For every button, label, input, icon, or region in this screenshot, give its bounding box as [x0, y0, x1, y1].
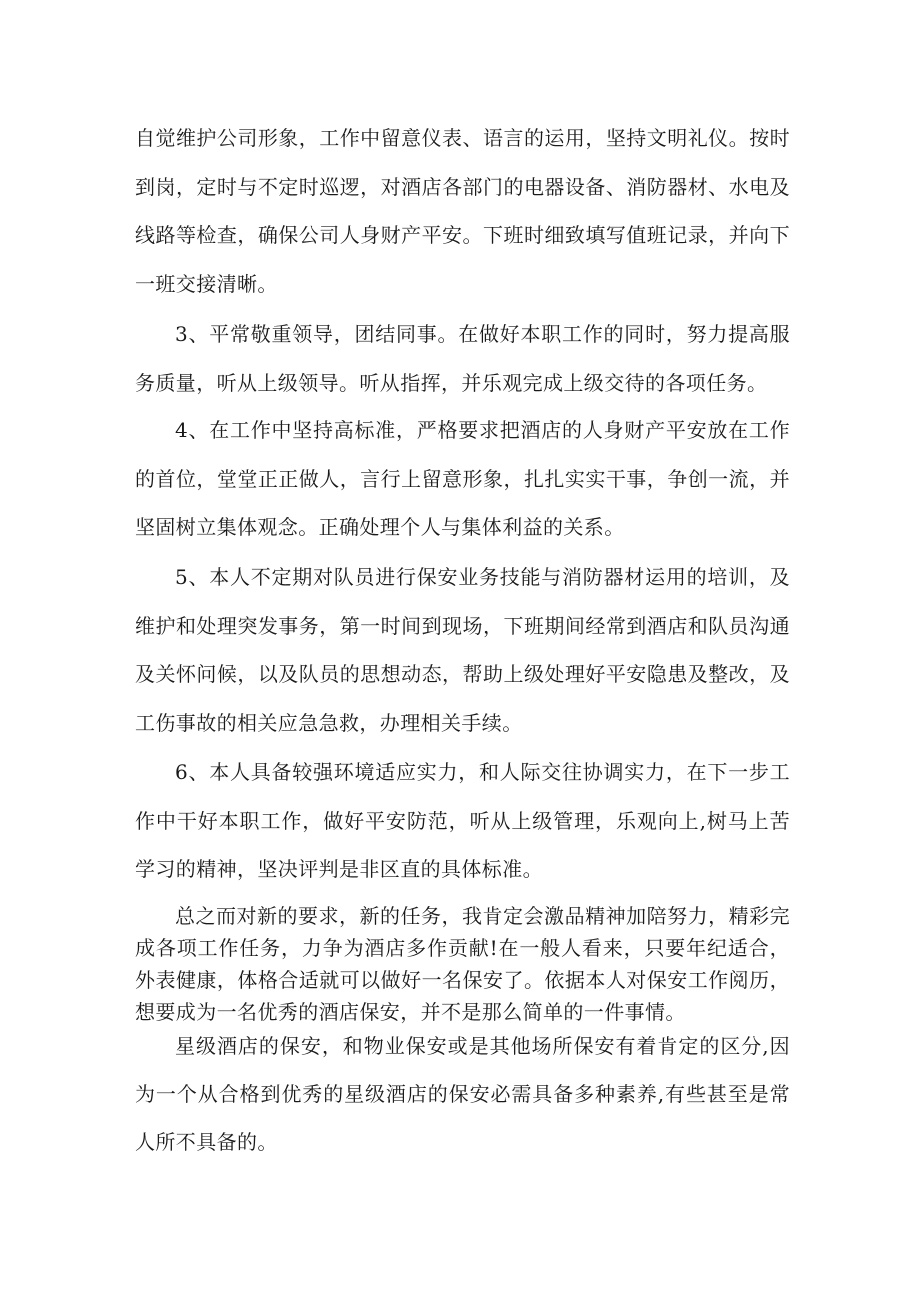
paragraph-item-6: 6、本人具备较强环境适应实力，和人际交往协调实力，在下一步工作中干好本职工作，做好平安防范，听从上级管理，乐观向上,树马上苦学习的精神，坚决评判是非区直的具体标准。: [135, 760, 790, 881]
paragraph-star-hotel-security: 星级酒店的保安，和物业保安或是其他场所保安有着肯定的区分,因为一个从合格到优秀的星级酒店的保安必需具备多种素养,有些甚至是常人所不具备的。: [135, 1034, 790, 1154]
paragraph-item-3: 3、平常敬重领导，团结同事。在做好本职工作的同时，努力提高服务质量，听从上级领导。听从指挥，并乐观完成上级交待的各项任务。: [135, 322, 790, 395]
paragraph-duty-continuation: 自觉维护公司形象，工作中留意仪表、语言的运用，坚持文明礼仪。按时到岗，定时与不定时巡逻，对酒店各部门的电器设备、消防器材、水电及线路等检查，确保公司人身财产平安。下班时细致填写值班记录，并向下一班交接清晰。: [135, 126, 790, 296]
paragraph-conclusion: 总之而对新的要求，新的任务，我肯定会激品精神加陪努力，精彩完成各项工作任务，力争为酒店多作贡献!在一般人看来，只要年纪适合，外表健康，体格合适就可以做好一名保安了。依据本人对保安工作阅历，想要成为一名优秀的酒店保安，并不是那么简单的一件事情。: [135, 904, 790, 1024]
paragraph-item-5: 5、本人不定期对队员进行保安业务技能与消防器材运用的培训，及维护和处理突发事务，第一时间到现场，下班期间经常到酒店和队员沟通及关怀问候，以及队员的思想动态，帮助上级处理好平安隐患及整改，及工伤事故的相关应急急救，办理相关手续。: [135, 565, 790, 735]
paragraph-item-4: 4、在工作中坚持高标准，严格要求把酒店的人身财产平安放在工作的首位，堂堂正正做人，言行上留意形象，扎扎实实干事，争创一流，并坚固树立集体观念。正确处理个人与集体利益的关系。: [135, 418, 790, 539]
